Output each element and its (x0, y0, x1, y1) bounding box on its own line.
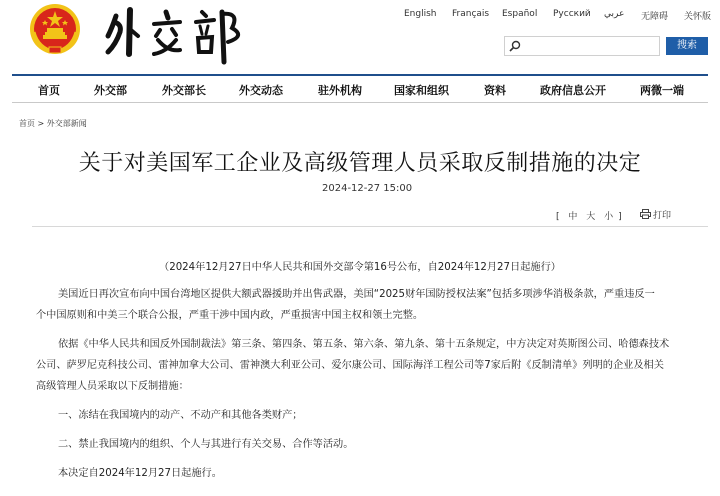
paragraph-1-line-2: 个中国原则和中美三个联合公报，严重干涉中国内政，严重损害中国主权和领土完整。 (36, 310, 424, 321)
font-size-bracket-open: [ (556, 212, 560, 222)
site-header (0, 0, 720, 72)
paragraph-4: 二、禁止我国境内的组织、个人与其进行有关交易、合作等活动。 (58, 439, 354, 450)
nav-item-government-info[interactable]: 政府信息公开 (540, 84, 606, 97)
lang-spanish-link[interactable]: Español (502, 9, 538, 19)
article-date: 2024-12-27 15:00 (322, 183, 413, 194)
breadcrumb-separator: > (37, 119, 45, 128)
language-bar (398, 9, 714, 25)
font-size-small-button[interactable]: 小 (604, 212, 614, 222)
main-nav (12, 74, 708, 103)
lang-russian-link[interactable]: Русский (553, 9, 591, 19)
nav-item-home[interactable]: 首页 (38, 84, 60, 97)
breadcrumb-home-link[interactable]: 首页 (19, 119, 35, 128)
font-size-controls (556, 209, 624, 222)
font-size-medium-button[interactable]: 中 (568, 212, 578, 222)
nav-item-minister[interactable]: 外交部长 (162, 84, 206, 97)
article-title: 关于对美国军工企业及高级管理人员采取反制措施的决定 (78, 151, 642, 176)
font-size-large-button[interactable]: 大 (586, 212, 596, 222)
nav-item-diplomatic-news[interactable]: 外交动态 (239, 84, 283, 97)
nav-item-social-media[interactable]: 两微一端 (640, 84, 684, 97)
article-subtitle: （2024年12月27日中华人民共和国外交部令第16号公布，自2024年12月27日起施行） (159, 262, 561, 273)
print-label: 打印 (653, 211, 672, 221)
breadcrumb-current-link[interactable]: 外交部新闻 (46, 119, 87, 128)
search-icon (508, 39, 522, 53)
paragraph-1-line-1: 美国近日再次宣布向中国台湾地区提供大额武器援助并出售武器，美国“2025财年国防授权法案”包括多项涉华消极条款，严重违反一 (58, 289, 655, 300)
search-box (504, 36, 660, 56)
breadcrumb (19, 118, 87, 129)
search-input[interactable] (523, 38, 657, 54)
elderly-care-mode-link[interactable]: 关怀版 (684, 12, 712, 22)
lang-french-link[interactable]: Français (452, 9, 490, 19)
paragraph-5: 本决定自2024年12月27日起施行。 (58, 468, 222, 479)
nav-item-countries-organizations[interactable]: 国家和组织 (394, 84, 449, 97)
font-size-bracket-close: ] (618, 212, 622, 222)
paragraph-2-line-2: 公司、萨罗尼克科技公司、雷神加拿大公司、雷神澳大利亚公司、爱尔康公司、国际海洋工程公司等7家后附《反制清单》列明的企业及相关 (36, 360, 664, 371)
nav-item-missions-abroad[interactable]: 驻外机构 (318, 84, 362, 97)
accessibility-link[interactable]: 无障碍 (641, 12, 669, 22)
print-button[interactable] (640, 208, 671, 221)
paragraph-2-line-1: 依据《中华人民共和国反外国制裁法》第三条、第四条、第五条、第六条、第九条、第十五条规定，中方决定对英斯图公司、哈德森技术 (58, 339, 670, 350)
paragraph-2-line-3: 高级管理人员采取以下反制措施： (36, 381, 189, 392)
paragraph-3: 一、冻结在我国境内的动产、不动产和其他各类财产； (58, 410, 303, 421)
nav-item-ministry[interactable]: 外交部 (94, 84, 127, 97)
title-divider (32, 226, 708, 227)
ministry-calligraphy-logo[interactable] (104, 2, 254, 66)
nav-item-resources[interactable]: 资料 (484, 84, 506, 97)
search-button[interactable]: 搜索 (666, 37, 708, 55)
printer-icon (640, 209, 651, 219)
lang-arabic-link[interactable]: عربي (604, 9, 625, 19)
national-emblem-logo[interactable] (28, 2, 82, 56)
lang-english-link[interactable]: English (404, 9, 437, 19)
